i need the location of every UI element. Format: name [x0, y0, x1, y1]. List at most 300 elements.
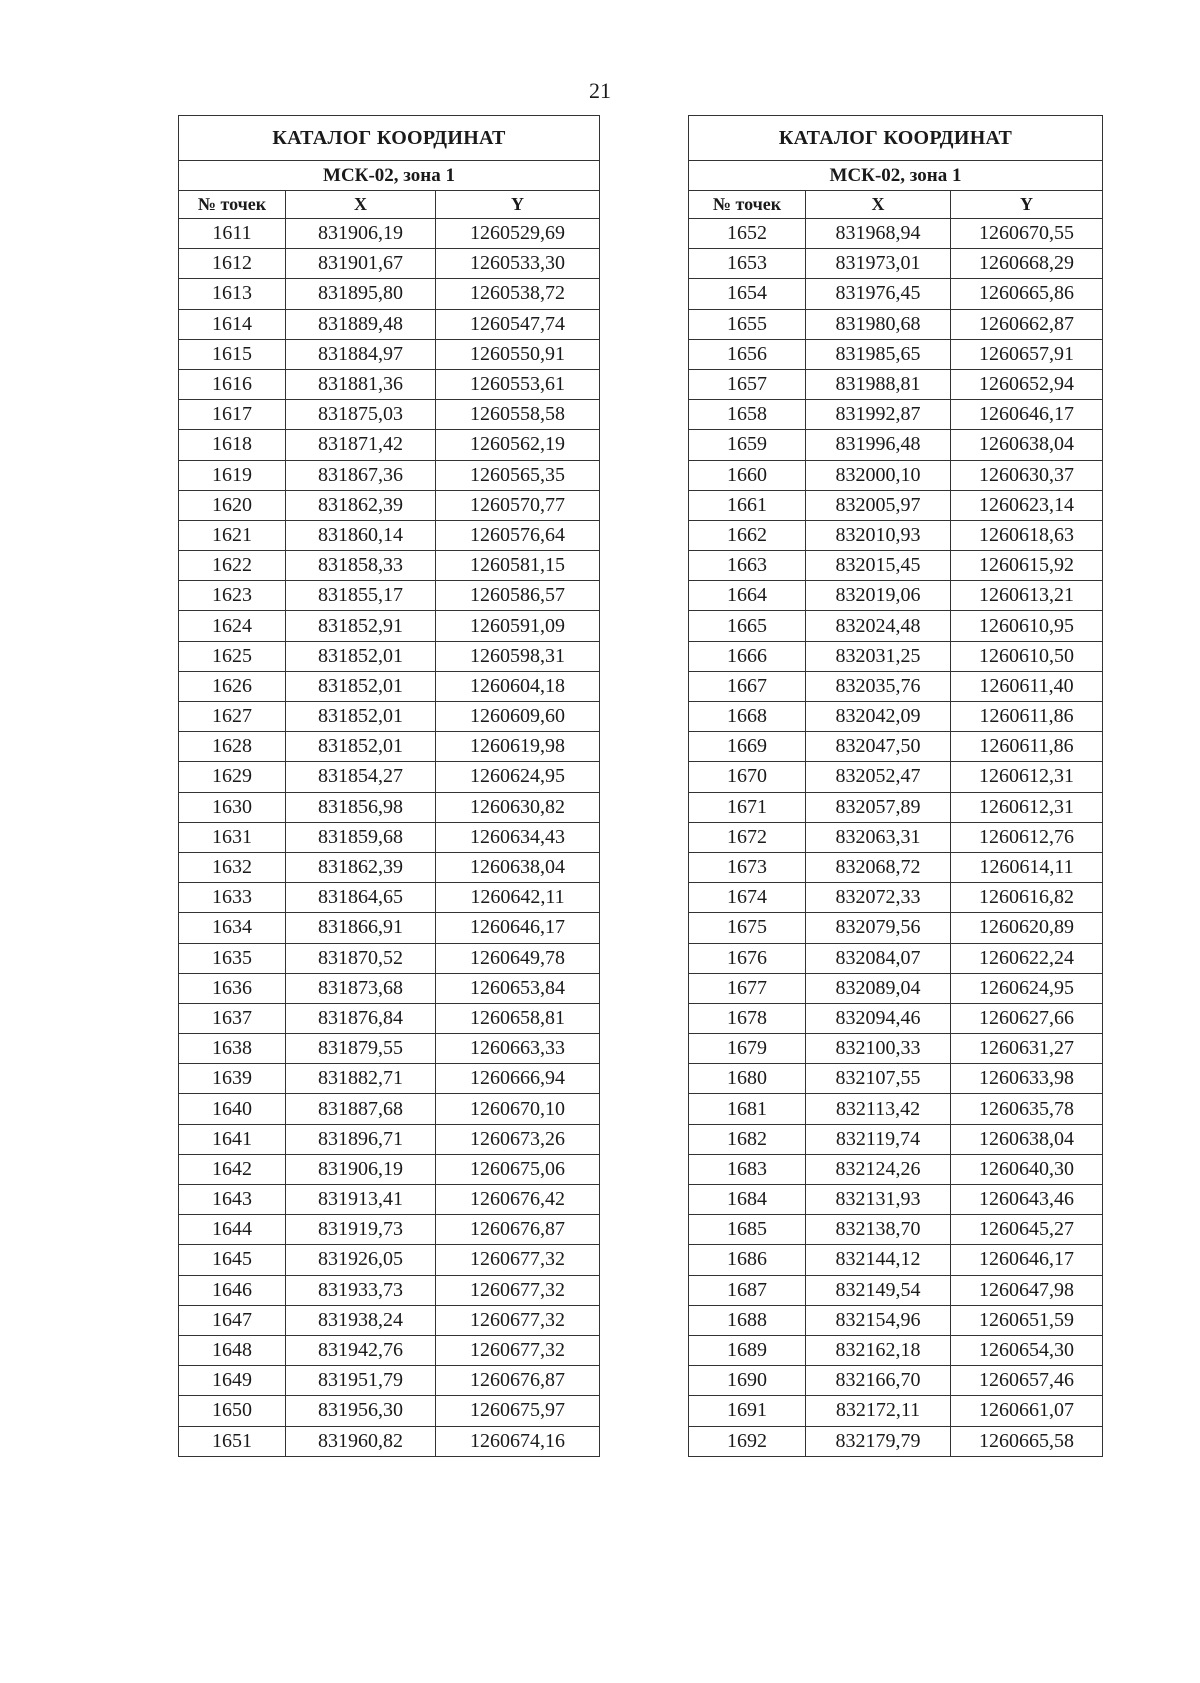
- x-coordinate-cell: 832057,89: [806, 792, 951, 822]
- x-coordinate-cell: 831879,55: [286, 1034, 436, 1064]
- x-coordinate-cell: 831906,19: [286, 1154, 436, 1184]
- table-row: [179, 1335, 600, 1365]
- x-coordinate-cell: 831996,48: [806, 430, 951, 460]
- point-number-cell: 1686: [689, 1245, 806, 1275]
- point-number-cell: 1619: [179, 460, 286, 490]
- y-coordinate-cell: 1260638,04: [436, 852, 600, 882]
- table-row: [179, 1396, 600, 1426]
- y-coordinate-cell: 1260677,32: [436, 1275, 600, 1305]
- column-header-y: Y: [951, 191, 1103, 219]
- table-row: [689, 1154, 1103, 1184]
- point-number-cell: 1623: [179, 581, 286, 611]
- x-coordinate-cell: 832113,42: [806, 1094, 951, 1124]
- table-row: [179, 1124, 600, 1154]
- y-coordinate-cell: 1260676,87: [436, 1215, 600, 1245]
- point-number-cell: 1681: [689, 1094, 806, 1124]
- y-coordinate-cell: 1260627,66: [951, 1003, 1103, 1033]
- point-number-cell: 1670: [689, 762, 806, 792]
- point-number-cell: 1691: [689, 1396, 806, 1426]
- y-coordinate-cell: 1260611,40: [951, 671, 1103, 701]
- point-number-cell: 1655: [689, 309, 806, 339]
- x-coordinate-cell: 832089,04: [806, 973, 951, 1003]
- table-row: [179, 611, 600, 641]
- x-coordinate-cell: 832179,79: [806, 1426, 951, 1456]
- table-row: [179, 641, 600, 671]
- table-row: [689, 822, 1103, 852]
- x-coordinate-cell: 832172,11: [806, 1396, 951, 1426]
- table-row: [179, 430, 600, 460]
- table-row: [689, 732, 1103, 762]
- table-row: [689, 1305, 1103, 1335]
- table-row: [179, 1034, 600, 1064]
- x-coordinate-cell: 832068,72: [806, 852, 951, 882]
- y-coordinate-cell: 1260654,30: [951, 1335, 1103, 1365]
- point-number-cell: 1647: [179, 1305, 286, 1335]
- x-coordinate-cell: 832084,07: [806, 943, 951, 973]
- x-coordinate-cell: 831919,73: [286, 1215, 436, 1245]
- point-number-cell: 1677: [689, 973, 806, 1003]
- column-header-x: X: [806, 191, 951, 219]
- point-number-cell: 1629: [179, 762, 286, 792]
- y-coordinate-cell: 1260553,61: [436, 369, 600, 399]
- x-coordinate-cell: 831859,68: [286, 822, 436, 852]
- x-coordinate-cell: 831875,03: [286, 400, 436, 430]
- table-row: [179, 1064, 600, 1094]
- point-number-cell: 1666: [689, 641, 806, 671]
- y-coordinate-cell: 1260677,32: [436, 1305, 600, 1335]
- table-row: [179, 973, 600, 1003]
- table-row: [179, 369, 600, 399]
- x-coordinate-cell: 831895,80: [286, 279, 436, 309]
- table-row: [179, 1003, 600, 1033]
- point-number-cell: 1639: [179, 1064, 286, 1094]
- point-number-cell: 1669: [689, 732, 806, 762]
- table-row: [689, 973, 1103, 1003]
- point-number-cell: 1682: [689, 1124, 806, 1154]
- table-row: [689, 1366, 1103, 1396]
- point-number-cell: 1625: [179, 641, 286, 671]
- point-number-cell: 1616: [179, 369, 286, 399]
- table-row: [179, 883, 600, 913]
- table-row: [689, 641, 1103, 671]
- x-coordinate-cell: 832063,31: [806, 822, 951, 852]
- catalog-body: [689, 219, 1103, 1457]
- y-coordinate-cell: 1260646,17: [951, 400, 1103, 430]
- point-number-cell: 1687: [689, 1275, 806, 1305]
- x-coordinate-cell: 832119,74: [806, 1124, 951, 1154]
- point-number-cell: 1661: [689, 490, 806, 520]
- point-number-cell: 1628: [179, 732, 286, 762]
- catalog-title: КАТАЛОГ КООРДИНАТ: [689, 116, 1103, 161]
- point-number-cell: 1627: [179, 702, 286, 732]
- point-number-cell: 1624: [179, 611, 286, 641]
- point-number-cell: 1665: [689, 611, 806, 641]
- point-number-cell: 1662: [689, 520, 806, 550]
- point-number-cell: 1637: [179, 1003, 286, 1033]
- point-number-cell: 1668: [689, 702, 806, 732]
- y-coordinate-cell: 1260647,98: [951, 1275, 1103, 1305]
- point-number-cell: 1612: [179, 249, 286, 279]
- table-row: [689, 1124, 1103, 1154]
- y-coordinate-cell: 1260619,98: [436, 732, 600, 762]
- x-coordinate-cell: 832162,18: [806, 1335, 951, 1365]
- y-coordinate-cell: 1260651,59: [951, 1305, 1103, 1335]
- y-coordinate-cell: 1260668,29: [951, 249, 1103, 279]
- table-row: [689, 611, 1103, 641]
- point-number-cell: 1674: [689, 883, 806, 913]
- x-coordinate-cell: 831980,68: [806, 309, 951, 339]
- x-coordinate-cell: 831852,01: [286, 671, 436, 701]
- x-coordinate-cell: 832005,97: [806, 490, 951, 520]
- x-coordinate-cell: 831873,68: [286, 973, 436, 1003]
- point-number-cell: 1645: [179, 1245, 286, 1275]
- x-coordinate-cell: 831956,30: [286, 1396, 436, 1426]
- x-coordinate-cell: 832144,12: [806, 1245, 951, 1275]
- point-number-cell: 1673: [689, 852, 806, 882]
- y-coordinate-cell: 1260618,63: [951, 520, 1103, 550]
- point-number-cell: 1646: [179, 1275, 286, 1305]
- x-coordinate-cell: 831854,27: [286, 762, 436, 792]
- x-coordinate-cell: 831852,91: [286, 611, 436, 641]
- y-coordinate-cell: 1260635,78: [951, 1094, 1103, 1124]
- y-coordinate-cell: 1260612,31: [951, 762, 1103, 792]
- x-coordinate-cell: 831855,17: [286, 581, 436, 611]
- y-coordinate-cell: 1260613,21: [951, 581, 1103, 611]
- point-number-cell: 1676: [689, 943, 806, 973]
- y-coordinate-cell: 1260616,82: [951, 883, 1103, 913]
- point-number-cell: 1690: [689, 1366, 806, 1396]
- table-row: [179, 792, 600, 822]
- point-number-cell: 1671: [689, 792, 806, 822]
- y-coordinate-cell: 1260673,26: [436, 1124, 600, 1154]
- table-row: [689, 219, 1103, 249]
- x-coordinate-cell: 831852,01: [286, 702, 436, 732]
- y-coordinate-cell: 1260661,07: [951, 1396, 1103, 1426]
- y-coordinate-cell: 1260586,57: [436, 581, 600, 611]
- x-coordinate-cell: 831889,48: [286, 309, 436, 339]
- table-row: [689, 369, 1103, 399]
- y-coordinate-cell: 1260630,37: [951, 460, 1103, 490]
- table-row: [689, 1335, 1103, 1365]
- x-coordinate-cell: 832149,54: [806, 1275, 951, 1305]
- y-coordinate-cell: 1260550,91: [436, 339, 600, 369]
- coordinate-catalog-table-right: [688, 115, 1103, 1457]
- column-header-point-number: № точек: [689, 191, 806, 219]
- x-coordinate-cell: 832047,50: [806, 732, 951, 762]
- table-row: [179, 1154, 600, 1184]
- x-coordinate-cell: 831901,67: [286, 249, 436, 279]
- y-coordinate-cell: 1260670,55: [951, 219, 1103, 249]
- page-number: 21: [589, 78, 611, 103]
- table-row: [689, 1064, 1103, 1094]
- table-row: [179, 762, 600, 792]
- point-number-cell: 1641: [179, 1124, 286, 1154]
- y-coordinate-cell: 1260643,46: [951, 1185, 1103, 1215]
- y-coordinate-cell: 1260642,11: [436, 883, 600, 913]
- x-coordinate-cell: 832015,45: [806, 551, 951, 581]
- x-coordinate-cell: 831913,41: [286, 1185, 436, 1215]
- y-coordinate-cell: 1260581,15: [436, 551, 600, 581]
- table-row: [689, 792, 1103, 822]
- x-coordinate-cell: 831864,65: [286, 883, 436, 913]
- point-number-cell: 1631: [179, 822, 286, 852]
- y-coordinate-cell: 1260614,11: [951, 852, 1103, 882]
- y-coordinate-cell: 1260666,94: [436, 1064, 600, 1094]
- table-row: [689, 249, 1103, 279]
- y-coordinate-cell: 1260609,60: [436, 702, 600, 732]
- table-row: [179, 1275, 600, 1305]
- table-row: [179, 852, 600, 882]
- x-coordinate-cell: 832131,93: [806, 1185, 951, 1215]
- table-row: [179, 1215, 600, 1245]
- x-coordinate-cell: 831858,33: [286, 551, 436, 581]
- point-number-cell: 1620: [179, 490, 286, 520]
- y-coordinate-cell: 1260662,87: [951, 309, 1103, 339]
- catalog-subtitle: МСК-02, зона 1: [179, 161, 600, 191]
- x-coordinate-cell: 831867,36: [286, 460, 436, 490]
- y-coordinate-cell: 1260624,95: [951, 973, 1103, 1003]
- y-coordinate-cell: 1260562,19: [436, 430, 600, 460]
- y-coordinate-cell: 1260610,95: [951, 611, 1103, 641]
- y-coordinate-cell: 1260649,78: [436, 943, 600, 973]
- x-coordinate-cell: 831942,76: [286, 1335, 436, 1365]
- point-number-cell: 1659: [689, 430, 806, 460]
- x-coordinate-cell: 832100,33: [806, 1034, 951, 1064]
- y-coordinate-cell: 1260675,06: [436, 1154, 600, 1184]
- x-coordinate-cell: 832000,10: [806, 460, 951, 490]
- table-row: [689, 400, 1103, 430]
- y-coordinate-cell: 1260591,09: [436, 611, 600, 641]
- point-number-cell: 1660: [689, 460, 806, 490]
- point-number-cell: 1626: [179, 671, 286, 701]
- point-number-cell: 1633: [179, 883, 286, 913]
- table-row: [179, 943, 600, 973]
- column-header-y: Y: [436, 191, 600, 219]
- table-row: [689, 1215, 1103, 1245]
- point-number-cell: 1684: [689, 1185, 806, 1215]
- x-coordinate-cell: 831866,91: [286, 913, 436, 943]
- y-coordinate-cell: 1260653,84: [436, 973, 600, 1003]
- table-row: [179, 219, 600, 249]
- table-row: [179, 732, 600, 762]
- point-number-cell: 1653: [689, 249, 806, 279]
- x-coordinate-cell: 831992,87: [806, 400, 951, 430]
- x-coordinate-cell: 831968,94: [806, 219, 951, 249]
- x-coordinate-cell: 831852,01: [286, 641, 436, 671]
- point-number-cell: 1685: [689, 1215, 806, 1245]
- y-coordinate-cell: 1260622,24: [951, 943, 1103, 973]
- y-coordinate-cell: 1260677,32: [436, 1335, 600, 1365]
- point-number-cell: 1643: [179, 1185, 286, 1215]
- y-coordinate-cell: 1260612,76: [951, 822, 1103, 852]
- x-coordinate-cell: 831862,39: [286, 852, 436, 882]
- x-coordinate-cell: 832124,26: [806, 1154, 951, 1184]
- point-number-cell: 1672: [689, 822, 806, 852]
- table-row: [689, 339, 1103, 369]
- x-coordinate-cell: 831881,36: [286, 369, 436, 399]
- x-coordinate-cell: 831887,68: [286, 1094, 436, 1124]
- y-coordinate-cell: 1260529,69: [436, 219, 600, 249]
- point-number-cell: 1638: [179, 1034, 286, 1064]
- point-number-cell: 1678: [689, 1003, 806, 1033]
- point-number-cell: 1689: [689, 1335, 806, 1365]
- y-coordinate-cell: 1260658,81: [436, 1003, 600, 1033]
- y-coordinate-cell: 1260674,16: [436, 1426, 600, 1456]
- point-number-cell: 1613: [179, 279, 286, 309]
- y-coordinate-cell: 1260630,82: [436, 792, 600, 822]
- point-number-cell: 1640: [179, 1094, 286, 1124]
- table-row: [689, 883, 1103, 913]
- table-row: [689, 1034, 1103, 1064]
- table-row: [179, 822, 600, 852]
- y-coordinate-cell: 1260640,30: [951, 1154, 1103, 1184]
- catalog-subtitle: МСК-02, зона 1: [689, 161, 1103, 191]
- table-row: [689, 1426, 1103, 1456]
- y-coordinate-cell: 1260676,42: [436, 1185, 600, 1215]
- x-coordinate-cell: 832166,70: [806, 1366, 951, 1396]
- x-coordinate-cell: 831896,71: [286, 1124, 436, 1154]
- y-coordinate-cell: 1260538,72: [436, 279, 600, 309]
- x-coordinate-cell: 831985,65: [806, 339, 951, 369]
- table-row: [179, 551, 600, 581]
- point-number-cell: 1617: [179, 400, 286, 430]
- y-coordinate-cell: 1260576,64: [436, 520, 600, 550]
- point-number-cell: 1679: [689, 1034, 806, 1064]
- x-coordinate-cell: 832042,09: [806, 702, 951, 732]
- table-row: [179, 309, 600, 339]
- x-coordinate-cell: 831884,97: [286, 339, 436, 369]
- table-row: [179, 702, 600, 732]
- table-row: [179, 1185, 600, 1215]
- y-coordinate-cell: 1260657,46: [951, 1366, 1103, 1396]
- y-coordinate-cell: 1260612,31: [951, 792, 1103, 822]
- x-coordinate-cell: 831876,84: [286, 1003, 436, 1033]
- point-number-cell: 1692: [689, 1426, 806, 1456]
- y-coordinate-cell: 1260657,91: [951, 339, 1103, 369]
- y-coordinate-cell: 1260670,10: [436, 1094, 600, 1124]
- table-row: [689, 1185, 1103, 1215]
- table-row: [689, 852, 1103, 882]
- y-coordinate-cell: 1260623,14: [951, 490, 1103, 520]
- y-coordinate-cell: 1260676,87: [436, 1366, 600, 1396]
- point-number-cell: 1667: [689, 671, 806, 701]
- x-coordinate-cell: 832024,48: [806, 611, 951, 641]
- x-coordinate-cell: 831871,42: [286, 430, 436, 460]
- x-coordinate-cell: 832072,33: [806, 883, 951, 913]
- y-coordinate-cell: 1260665,58: [951, 1426, 1103, 1456]
- table-row: [689, 1275, 1103, 1305]
- table-row: [179, 1426, 600, 1456]
- x-coordinate-cell: 832107,55: [806, 1064, 951, 1094]
- point-number-cell: 1664: [689, 581, 806, 611]
- table-row: [689, 943, 1103, 973]
- y-coordinate-cell: 1260631,27: [951, 1034, 1103, 1064]
- table-row: [689, 671, 1103, 701]
- column-header-point-number: № точек: [179, 191, 286, 219]
- y-coordinate-cell: 1260634,43: [436, 822, 600, 852]
- y-coordinate-cell: 1260558,58: [436, 400, 600, 430]
- column-header-x: X: [286, 191, 436, 219]
- y-coordinate-cell: 1260646,17: [951, 1245, 1103, 1275]
- y-coordinate-cell: 1260604,18: [436, 671, 600, 701]
- point-number-cell: 1622: [179, 551, 286, 581]
- table-row: [179, 339, 600, 369]
- table-row: [689, 460, 1103, 490]
- y-coordinate-cell: 1260598,31: [436, 641, 600, 671]
- table-row: [179, 249, 600, 279]
- point-number-cell: 1621: [179, 520, 286, 550]
- y-coordinate-cell: 1260646,17: [436, 913, 600, 943]
- x-coordinate-cell: 832138,70: [806, 1215, 951, 1245]
- y-coordinate-cell: 1260638,04: [951, 1124, 1103, 1154]
- point-number-cell: 1658: [689, 400, 806, 430]
- x-coordinate-cell: 831852,01: [286, 732, 436, 762]
- y-coordinate-cell: 1260565,35: [436, 460, 600, 490]
- x-coordinate-cell: 831860,14: [286, 520, 436, 550]
- y-coordinate-cell: 1260645,27: [951, 1215, 1103, 1245]
- point-number-cell: 1652: [689, 219, 806, 249]
- point-number-cell: 1648: [179, 1335, 286, 1365]
- table-row: [179, 400, 600, 430]
- table-row: [689, 702, 1103, 732]
- x-coordinate-cell: 832035,76: [806, 671, 951, 701]
- table-row: [689, 490, 1103, 520]
- y-coordinate-cell: 1260570,77: [436, 490, 600, 520]
- x-coordinate-cell: 831976,45: [806, 279, 951, 309]
- table-row: [689, 520, 1103, 550]
- point-number-cell: 1636: [179, 973, 286, 1003]
- x-coordinate-cell: 832154,96: [806, 1305, 951, 1335]
- point-number-cell: 1657: [689, 369, 806, 399]
- table-row: [179, 1366, 600, 1396]
- point-number-cell: 1632: [179, 852, 286, 882]
- table-row: [179, 913, 600, 943]
- table-row: [689, 1396, 1103, 1426]
- table-row: [689, 581, 1103, 611]
- table-row: [689, 1094, 1103, 1124]
- table-row: [179, 1245, 600, 1275]
- x-coordinate-cell: 831938,24: [286, 1305, 436, 1335]
- table-row: [689, 551, 1103, 581]
- x-coordinate-cell: 832010,93: [806, 520, 951, 550]
- y-coordinate-cell: 1260611,86: [951, 732, 1103, 762]
- point-number-cell: 1663: [689, 551, 806, 581]
- table-row: [689, 430, 1103, 460]
- point-number-cell: 1634: [179, 913, 286, 943]
- x-coordinate-cell: 832094,46: [806, 1003, 951, 1033]
- point-number-cell: 1611: [179, 219, 286, 249]
- y-coordinate-cell: 1260665,86: [951, 279, 1103, 309]
- x-coordinate-cell: 832019,06: [806, 581, 951, 611]
- y-coordinate-cell: 1260624,95: [436, 762, 600, 792]
- point-number-cell: 1630: [179, 792, 286, 822]
- point-number-cell: 1642: [179, 1154, 286, 1184]
- point-number-cell: 1680: [689, 1064, 806, 1094]
- x-coordinate-cell: 832079,56: [806, 913, 951, 943]
- table-row: [179, 490, 600, 520]
- table-row: [179, 279, 600, 309]
- point-number-cell: 1615: [179, 339, 286, 369]
- x-coordinate-cell: 831926,05: [286, 1245, 436, 1275]
- y-coordinate-cell: 1260610,50: [951, 641, 1103, 671]
- x-coordinate-cell: 831906,19: [286, 219, 436, 249]
- point-number-cell: 1651: [179, 1426, 286, 1456]
- table-row: [179, 581, 600, 611]
- point-number-cell: 1635: [179, 943, 286, 973]
- catalog-title: КАТАЛОГ КООРДИНАТ: [179, 116, 600, 161]
- table-row: [689, 309, 1103, 339]
- x-coordinate-cell: 831951,79: [286, 1366, 436, 1396]
